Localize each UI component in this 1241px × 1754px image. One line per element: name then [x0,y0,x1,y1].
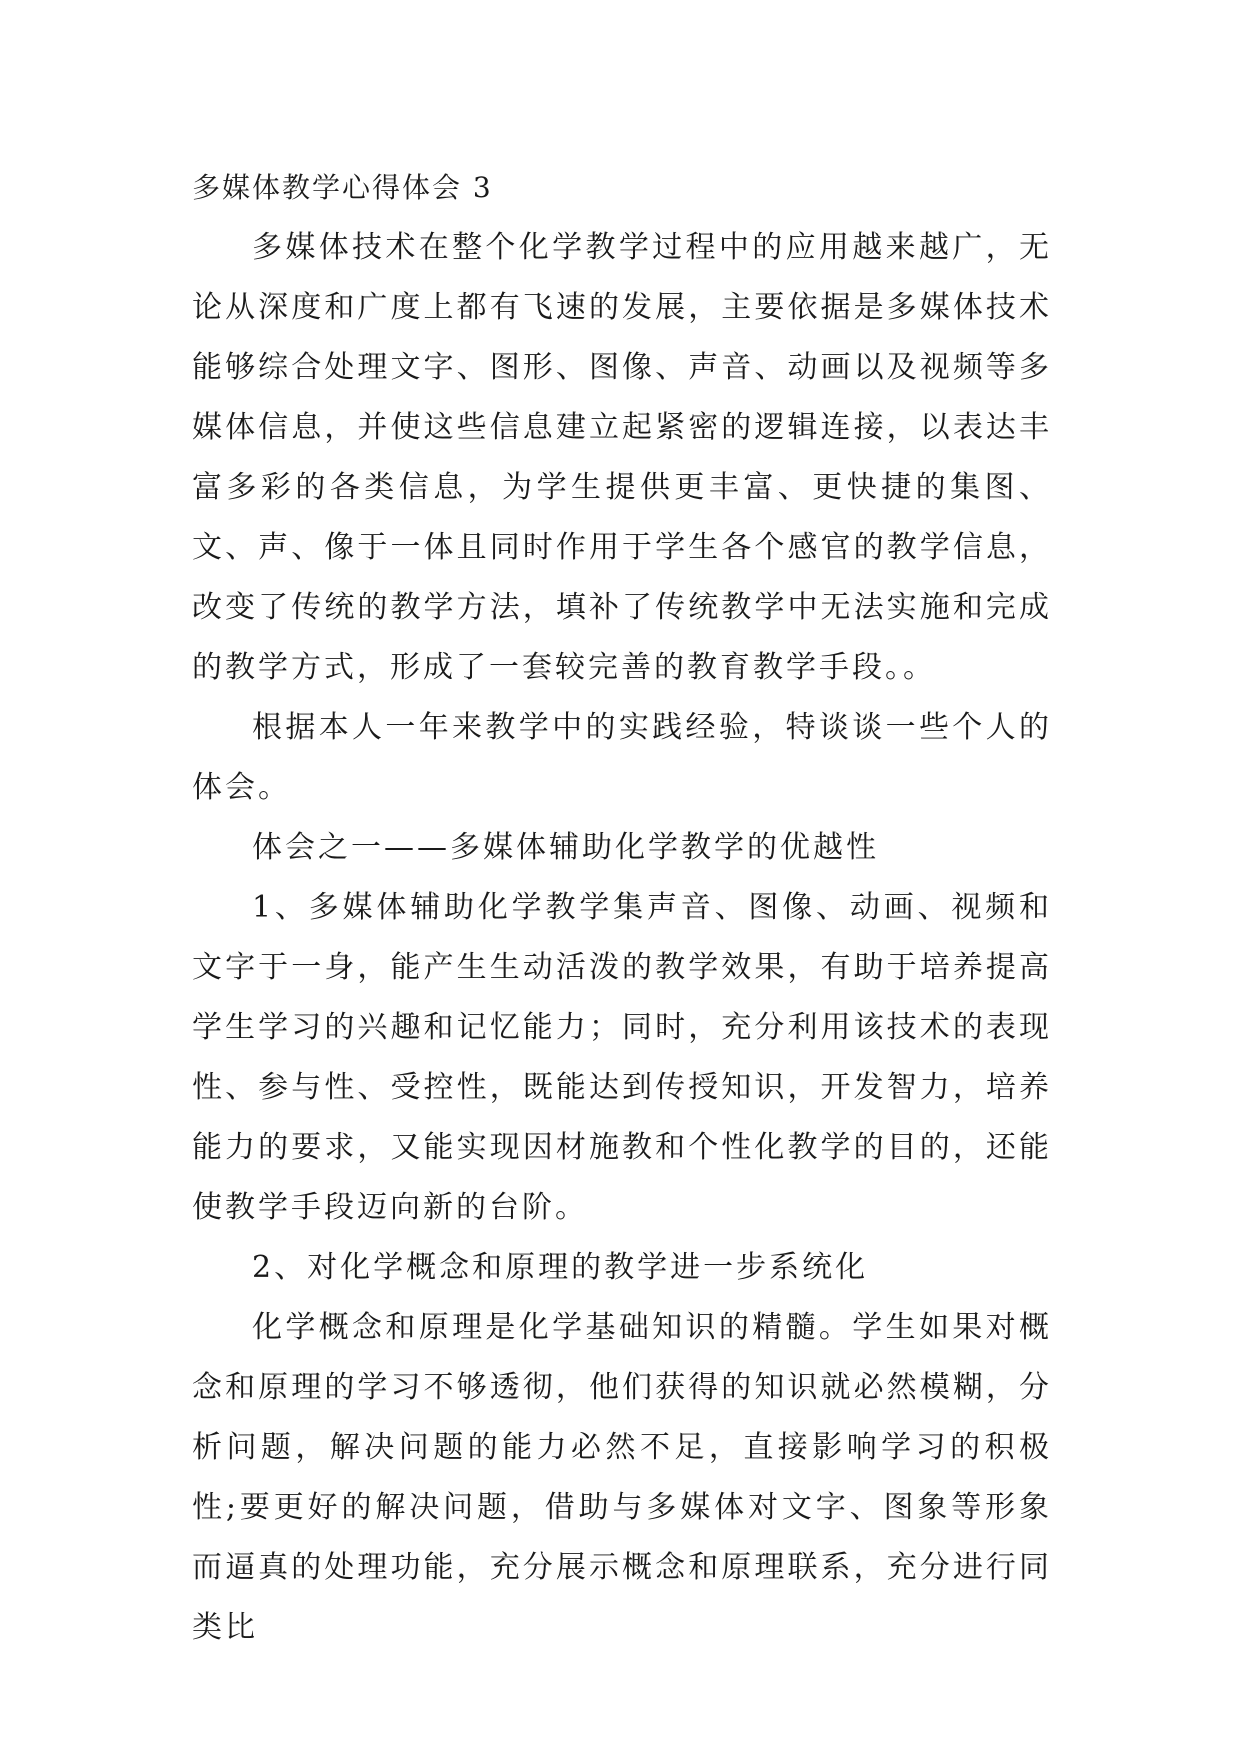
document-title: 多媒体教学心得体会 3 [192,171,493,204]
point-2-paragraph: 化学概念和原理是化学基础知识的精髓。学生如果对概念和原理的学习不够透彻，他们获得的知识就必然模糊，分析问题，解决问题的能力必然不足，直接影响学习的积极性;要更好的解决问题，借助与多媒体对文字、图象等形象而逼真的处理功能，充分展示概念和原理联系，充分进行同类比 [192,1310,1052,1645]
point-2-heading: 2、对化学概念和原理的教学进一步系统化 [252,1250,869,1285]
document-page [192,158,1052,1658]
point-1-paragraph: 1、多媒体辅助化学教学集声音、图像、动画、视频和文字于一身，能产生生动活泼的教学效果，有助于培养提高学生学习的兴趣和记忆能力；同时，充分利用该技术的表现性、参与性、受控性，既能达到传授知识，开发智力，培养能力的要求，又能实现因材施教和个性化教学的目的，还能使教学手段迈向新的台阶。 [192,890,1052,1225]
section-heading-1: 体会之一——多媒体辅助化学教学的优越性 [252,830,879,865]
intro-paragraph: 多媒体技术在整个化学教学过程中的应用越来越广，无论从深度和广度上都有飞速的发展，主要依据是多媒体技术能够综合处理文字、图形、图像、声音、动画以及视频等多媒体信息，并使这些信息建立起紧密的逻辑连接，以表达丰富多彩的各类信息，为学生提供更丰富、更快捷的集图、文、声、像于一体且同时作用于学生各个感官的教学信息，改变了传统的教学方法，填补了传统教学中无法实施和完成的教学方式，形成了一套较完善的教育教学手段。。 [192,230,1052,685]
experience-paragraph: 根据本人一年来教学中的实践经验，特谈谈一些个人的体会。 [192,710,1052,805]
